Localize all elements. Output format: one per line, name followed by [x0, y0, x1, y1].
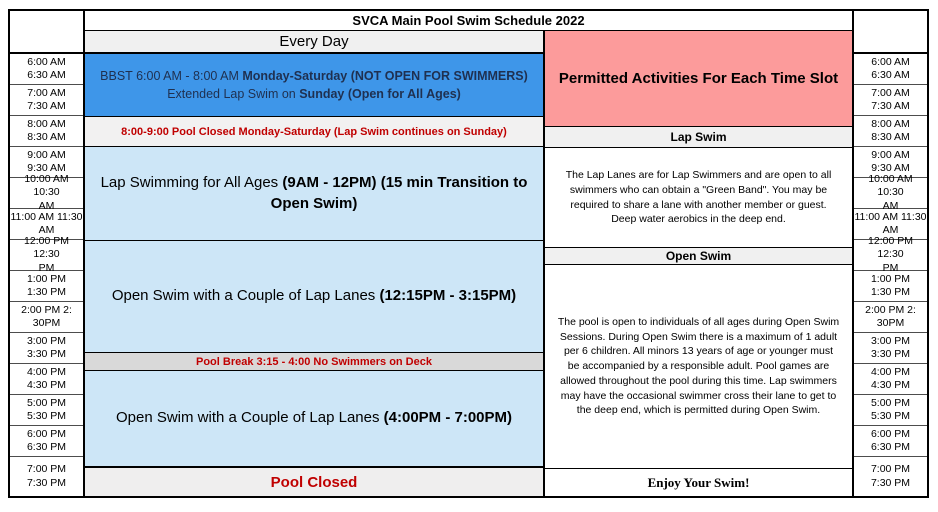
time-cell	[10, 116, 83, 147]
time-line: 6:30 PM	[26, 441, 67, 453]
schedule-columns	[85, 31, 852, 496]
time-cell	[854, 173, 927, 212]
schedule-body	[85, 9, 852, 498]
time-line: 10:00 AM 10:30	[24, 173, 69, 199]
time-line: 7:30 PM	[26, 476, 67, 489]
lap-bold: (9AM - 12PM) (15 min Transition to Open Swim)	[270, 174, 528, 212]
time-line: 2:00 PM 2:	[865, 303, 916, 316]
time-line: 7:30 AM	[27, 100, 66, 112]
bbst-line1-bold: Monday-Saturday (NOT OPEN FOR SWIMMERS)	[242, 68, 528, 83]
pool-break-block: Pool Break 3:15 - 4:00 No Swimmers on Deck	[85, 353, 543, 371]
open-swim-evening-text	[116, 408, 512, 428]
time-line: 6:00 AM	[871, 55, 910, 68]
time-line: 9:00 AM	[871, 148, 910, 161]
time-cell	[854, 235, 927, 274]
time-line: 1:30 PM	[870, 286, 911, 298]
time-line: 6:00 PM	[26, 427, 67, 440]
time-line: 8:00 AM	[27, 117, 66, 130]
lap-swim-section-header: Lap Swim	[545, 127, 852, 148]
time-cell	[854, 271, 927, 302]
time-line: 8:30 AM	[871, 131, 910, 143]
time-cell	[10, 54, 83, 85]
time-line: 4:30 PM	[26, 379, 67, 391]
time-cell	[10, 271, 83, 302]
time-cell	[10, 457, 83, 496]
time-line: 9:30 AM	[27, 162, 66, 174]
time-line: 12:00 PM 12:30	[24, 235, 69, 261]
time-line: 3:30 PM	[26, 348, 67, 360]
time-line: PM	[882, 261, 899, 274]
time-cell	[854, 333, 927, 364]
time-cell	[10, 333, 83, 364]
right-time-column	[852, 9, 929, 498]
time-line: 6:00 PM	[870, 427, 911, 440]
time-line: AM	[882, 224, 899, 236]
time-line: AM	[38, 224, 55, 236]
time-cell	[854, 364, 927, 395]
time-cell	[10, 173, 83, 212]
open1-regular: Open Swim with a Couple of Lap Lanes	[111, 287, 380, 305]
time-cell-blank	[10, 11, 83, 54]
time-cell	[10, 364, 83, 395]
bbst-line-1	[100, 67, 528, 85]
permitted-activities-column	[545, 31, 852, 496]
open2-bold: (4:00PM - 7:00PM)	[383, 409, 513, 427]
enjoy-your-swim-footer: Enjoy Your Swim!	[647, 474, 750, 490]
time-line: 5:00 PM	[26, 396, 67, 409]
time-line: 7:30 PM	[870, 476, 911, 489]
time-line: 3:00 PM	[870, 334, 911, 347]
lap-swimming-block	[85, 147, 543, 241]
open-swim-afternoon-block	[85, 241, 543, 353]
time-line: 4:00 PM	[870, 365, 911, 378]
time-line: 9:30 AM	[871, 162, 910, 174]
time-line: AM	[882, 199, 899, 212]
open-swim-evening-block	[85, 371, 543, 468]
time-line: 5:00 PM	[870, 396, 911, 409]
time-cell	[854, 54, 927, 85]
bbst-block	[85, 54, 543, 117]
time-line: PM	[38, 261, 55, 274]
time-line: 3:00 PM	[26, 334, 67, 347]
time-line: 8:30 AM	[27, 131, 66, 143]
time-cell	[854, 302, 927, 333]
time-line: 1:00 PM	[26, 272, 67, 285]
time-line: 12:00 PM 12:30	[868, 235, 913, 261]
time-line: 7:00 AM	[871, 86, 910, 99]
bbst-line1-regular: BBST 6:00 AM - 8:00 AM	[100, 68, 243, 83]
open-swim-afternoon-text	[112, 286, 516, 306]
time-line: 6:30 AM	[871, 69, 910, 81]
time-line: 7:30 AM	[871, 100, 910, 112]
time-line: 5:30 PM	[870, 410, 911, 422]
time-line: 8:00 AM	[871, 117, 910, 130]
time-line: 6:30 PM	[870, 441, 911, 453]
time-cell	[854, 85, 927, 116]
time-line: 7:00 PM	[870, 463, 911, 476]
time-line: 3:30 PM	[870, 348, 911, 360]
bbst-line-2	[167, 85, 461, 103]
pool-closed-block: Pool Closed	[85, 468, 543, 496]
time-cell	[854, 457, 927, 496]
time-line: 30PM	[876, 317, 905, 329]
time-cell	[10, 235, 83, 274]
time-line: 7:00 AM	[27, 86, 66, 99]
every-day-header: Every Day	[85, 31, 543, 54]
bbst-line2-regular: Extended Lap Swim on	[167, 87, 300, 101]
open1-bold: (12:15PM - 3:15PM)	[379, 287, 517, 305]
left-time-column	[8, 9, 85, 498]
swim-schedule-table	[8, 9, 929, 498]
time-cell	[10, 302, 83, 333]
open-swim-section-header: Open Swim	[545, 248, 852, 265]
time-cell	[854, 395, 927, 426]
permitted-activities-header: Permitted Activities For Each Time Slot	[545, 31, 852, 127]
time-cell-blank	[854, 11, 927, 54]
lap-swim-description: The Lap Lanes are for Lap Swimmers and are open to all swimmers who can obtain a "Green Band". You may be required to share a lane with another member or guest. Deep water aerobics in the deep end.	[545, 148, 852, 248]
time-line: AM	[38, 199, 55, 212]
time-cell	[854, 116, 927, 147]
time-cell	[10, 426, 83, 457]
open2-regular: Open Swim with a Couple of Lap Lanes	[115, 409, 384, 427]
morning-closed-block: 8:00-9:00 Pool Closed Monday-Saturday (Lap Swim continues on Sunday)	[85, 117, 543, 147]
time-line: 4:30 PM	[870, 379, 911, 391]
lap-regular: Lap Swimming for All Ages	[100, 174, 283, 192]
lap-swimming-text	[93, 173, 535, 214]
time-line: 6:30 AM	[27, 69, 66, 81]
time-line: 4:00 PM	[26, 365, 67, 378]
time-cell	[10, 395, 83, 426]
time-line: 11:00 AM 11:30	[854, 210, 927, 223]
bbst-line2-bold: Sunday (Open for All Ages)	[299, 87, 461, 101]
open-swim-description: The pool is open to individuals of all ages during Open Swim Sessions. During Open Swim there is a maximum of 1 adult per 6 children. All minors 13 years of age or younger must be accompanied by a responsible adult. Pool games are allowed throughout the pool during this time. Lap swimmers may have the occasional swimmer cross their lane to get to the deep end, which is permitted during Open Swim.	[545, 265, 852, 469]
time-line: 11:00 AM 11:30	[10, 210, 83, 223]
time-line: 30PM	[32, 317, 61, 329]
time-line: 2:00 PM 2:	[21, 303, 72, 316]
time-line: 1:30 PM	[26, 286, 67, 298]
time-line: 10:00 AM 10:30	[868, 173, 913, 199]
everyday-schedule-column	[85, 31, 545, 496]
time-line: 1:00 PM	[870, 272, 911, 285]
time-cell	[854, 426, 927, 457]
time-line: 5:30 PM	[26, 410, 67, 422]
time-line: 6:00 AM	[27, 55, 66, 68]
time-cell	[10, 85, 83, 116]
page-title: SVCA Main Pool Swim Schedule 2022	[85, 11, 852, 31]
time-line: 9:00 AM	[27, 148, 66, 161]
time-line: 7:00 PM	[26, 463, 67, 476]
